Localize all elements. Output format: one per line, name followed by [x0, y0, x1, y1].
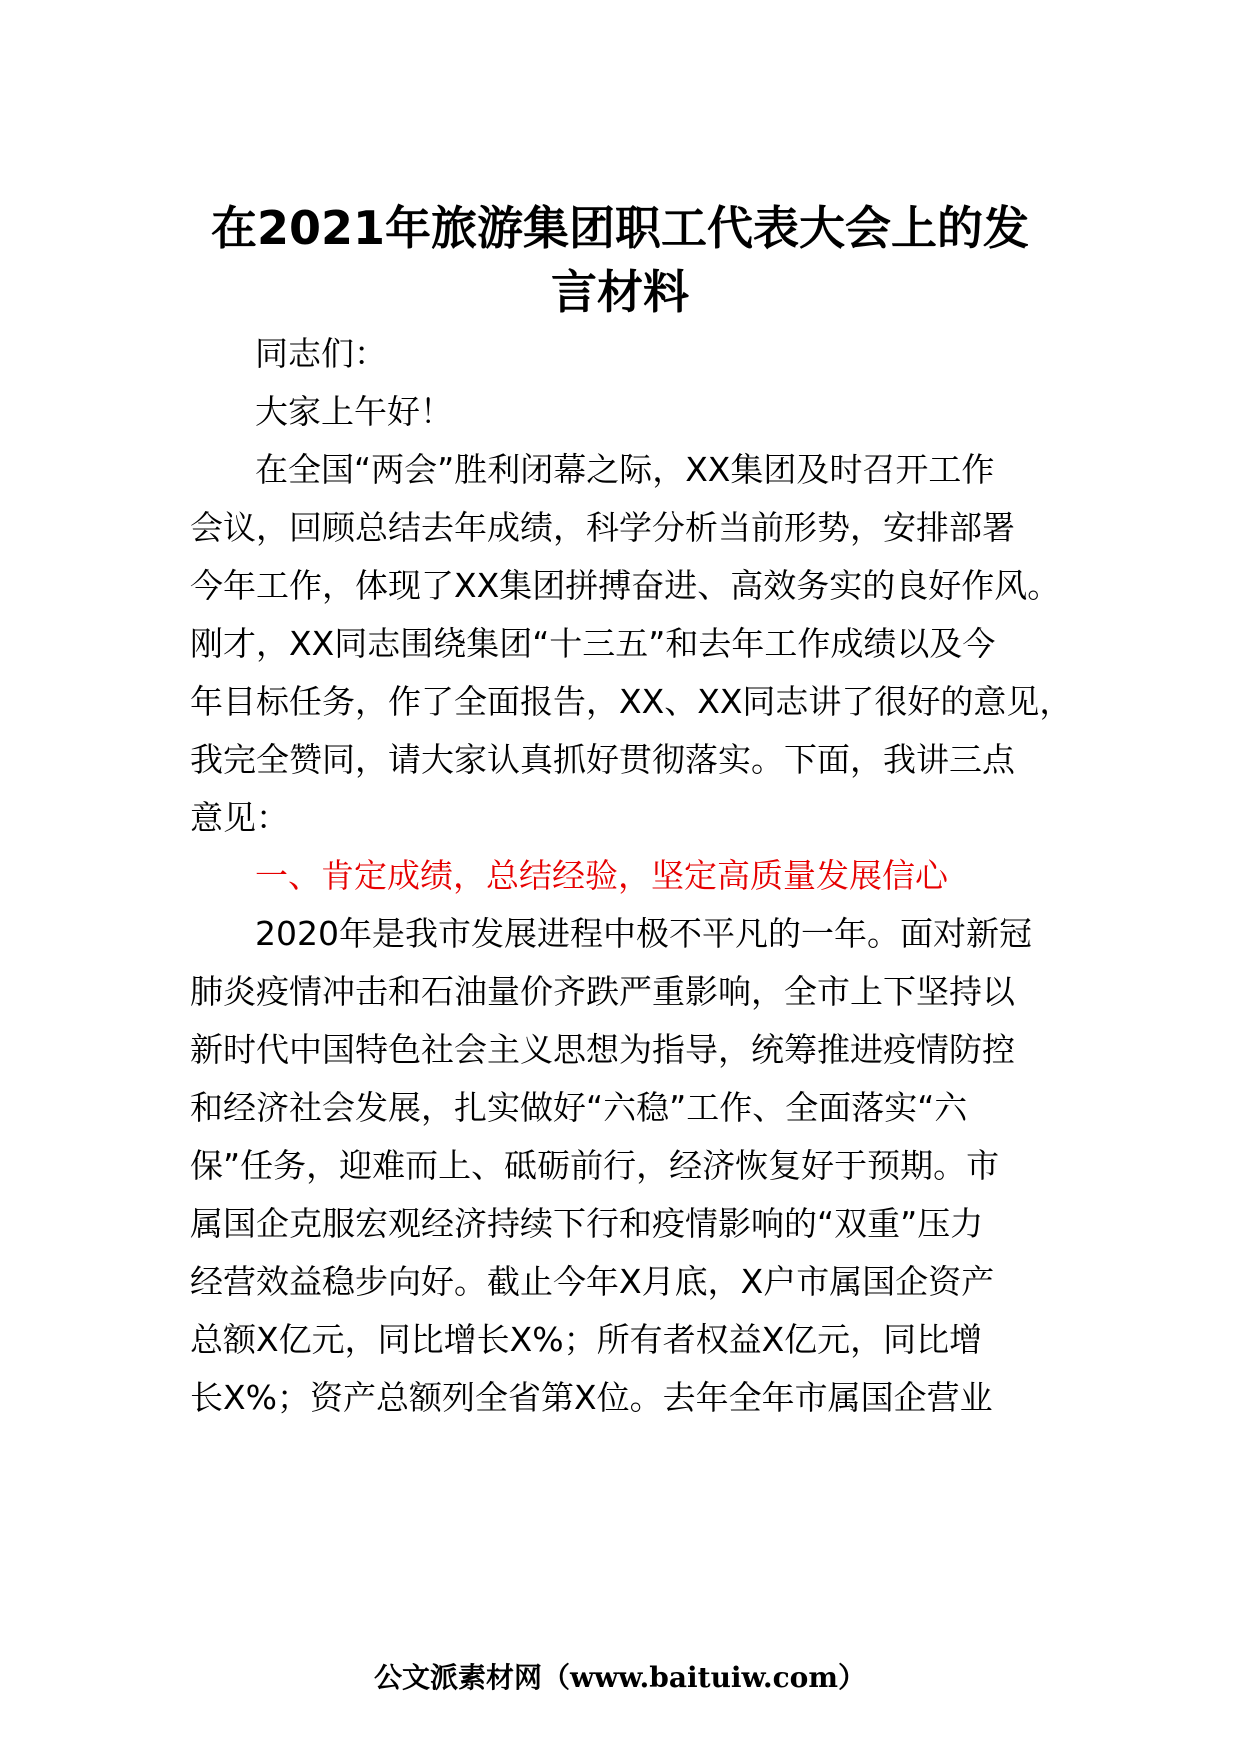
document-title [190, 196, 1050, 324]
salutation: 同志们： [255, 334, 387, 373]
body-line: 今年工作，体现了XX集团拼搏奋进、高效务实的良好作风。 [190, 566, 1061, 605]
body-line: 年目标任务，作了全面报告，XX、XX同志讲了很好的意见， [190, 682, 1073, 721]
title-line-1: 在2021年旅游集团职工代表大会上的发 [210, 201, 1030, 255]
body-line: 长X%；资产总额列全省第X位。去年全年市属国企营业 [190, 1378, 993, 1417]
body-line: 会议，回顾总结去年成绩，科学分析当前形势，安排部署 [190, 508, 1015, 547]
body-line: 总额X亿元，同比增长X%；所有者权益X亿元，同比增 [190, 1320, 983, 1359]
body-line: 保”任务，迎难而上、砥砺前行，经济恢复好于预期。市 [190, 1146, 1000, 1185]
body-line: 属国企克服宏观经济持续下行和疫情影响的“双重”压力 [190, 1204, 984, 1243]
body-line: 在全国“两会”胜利闭幕之际，XX集团及时召开工作 [255, 450, 995, 489]
body-line: 新时代中国特色社会主义思想为指导，统筹推进疫情防控 [190, 1030, 1015, 1069]
body-line: 刚才，XX同志围绕集团“十三五”和去年工作成绩以及今 [190, 624, 996, 663]
body-line: 和经济社会发展，扎实做好“六稳”工作、全面落实“六 [190, 1088, 968, 1127]
body-line: 肺炎疫情冲击和石油量价齐跌严重影响，全市上下坚持以 [190, 972, 1015, 1011]
greeting: 大家上午好！ [255, 392, 453, 431]
body-line: 经营效益稳步向好。截止今年X月底，X户市属国企资产 [190, 1262, 995, 1301]
title-line-2: 言材料 [551, 265, 689, 319]
body-line: 我完全赞同，请大家认真抓好贯彻落实。下面，我讲三点 [190, 740, 1015, 779]
section-heading-1: 一、肯定成绩，总结经验，坚定高质量发展信心 [255, 856, 948, 895]
body-line: 2020年是我市发展进程中极不平凡的一年。面对新冠 [255, 914, 1032, 953]
body-line: 意见： [190, 798, 289, 837]
footer-watermark-text: 公文派素材网（www.baituiw.com） [374, 1661, 866, 1694]
